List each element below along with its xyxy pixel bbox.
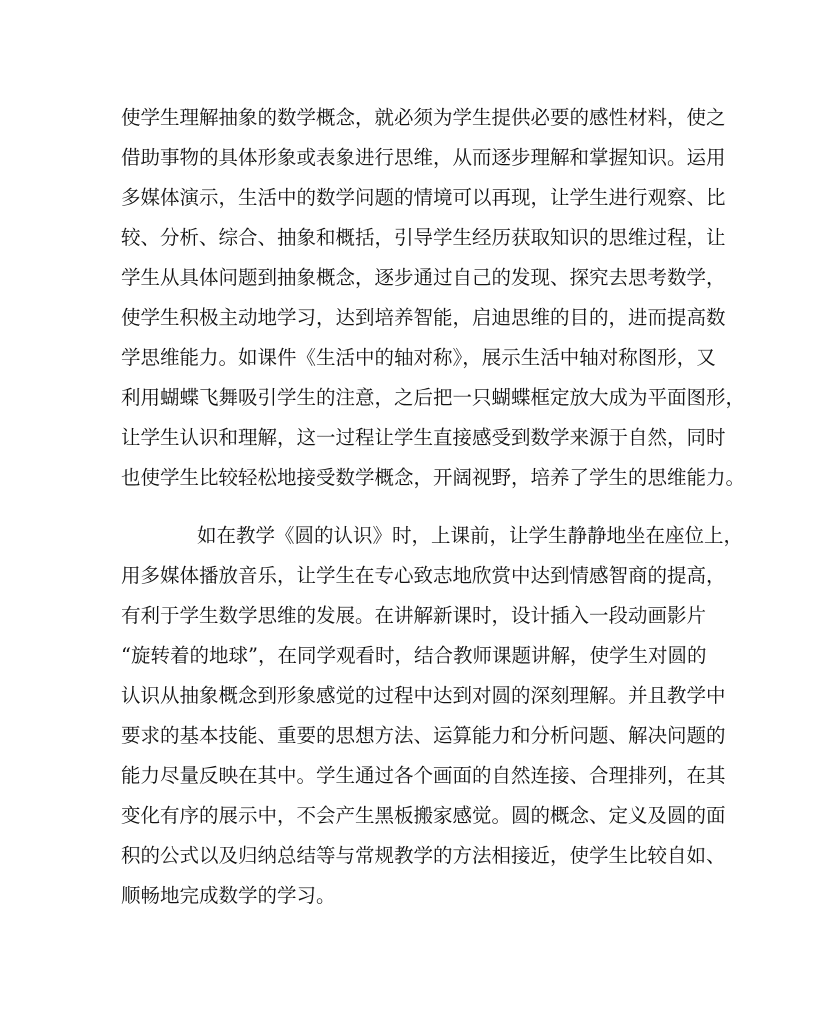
paragraph-2-line-2: 用多媒体播放音乐，让学生在专心致志地欣赏中达到情感智商的提高， xyxy=(121,564,726,587)
paragraph-2-line-3: 有利于学生数学思维的发展。在讲解新课时，设计插入一段动画影片 xyxy=(121,604,707,627)
paragraph-1-line-2: 借助事物的具体形象或表象进行思维，从而逐步理解和掌握知识。运用 xyxy=(121,146,726,169)
paragraph-2-line-6: 要求的基本技能、重要的思想方法、运算能力和分析问题、解决问题的 xyxy=(121,724,726,747)
paragraph-1-line-5: 学生从具体问题到抽象概念，逐步通过自己的发现、探究去思考数学， xyxy=(121,266,726,289)
paragraph-2-line-7: 能力尽量反映在其中。学生通过各个画面的自然连接、合理排列，在其 xyxy=(121,764,726,787)
paragraph-2-line-5: 认识从抽象概念到形象感觉的过程中达到对圆的深刻理解。并且教学中 xyxy=(121,684,726,707)
paragraph-1-line-7: 学思维能力。如课件《生活中的轴对称》，展示生活中轴对称图形，又 xyxy=(121,346,716,369)
paragraph-1-line-8: 利用蝴蝶飞舞吸引学生的注意，之后把一只蝴蝶框定放大成为平面图形， xyxy=(121,386,746,409)
paragraph-1-line-4: 较、分析、综合、抽象和概括，引导学生经历获取知识的思维过程，让 xyxy=(121,226,726,249)
paragraph-2-line-9: 积的公式以及归纳总结等与常规教学的方法相接近，使学生比较自如、 xyxy=(121,844,726,867)
paragraph-1-line-3: 多媒体演示，生活中的数学问题的情境可以再现，让学生进行观察、比 xyxy=(121,186,726,209)
paragraph-2-line-1: 如在教学《圆的认识》时，上课前，让学生静静地坐在座位上， xyxy=(197,524,744,547)
paragraph-2-line-8: 变化有序的展示中，不会产生黑板搬家感觉。圆的概念、定义及圆的面 xyxy=(121,804,726,827)
paragraph-2-line-4: “旋转着的地球”，在同学观看时，结合教师课题讲解，使学生对圆的 xyxy=(121,644,707,667)
paragraph-1-line-1: 使学生理解抽象的数学概念，就必须为学生提供必要的感性材料，使之 xyxy=(121,106,726,129)
paragraph-1-line-10: 也使学生比较轻松地接受数学概念，开阔视野，培养了学生的思维能力。 xyxy=(121,466,746,489)
paragraph-1-line-6: 使学生积极主动地学习，达到培养智能，启迪思维的目的，进而提高数 xyxy=(121,306,726,329)
paragraph-2-line-10: 顺畅地完成数学的学习。 xyxy=(121,884,336,907)
paragraph-1-line-9: 让学生认识和理解，这一过程让学生直接感受到数学来源于自然，同时 xyxy=(121,426,726,449)
